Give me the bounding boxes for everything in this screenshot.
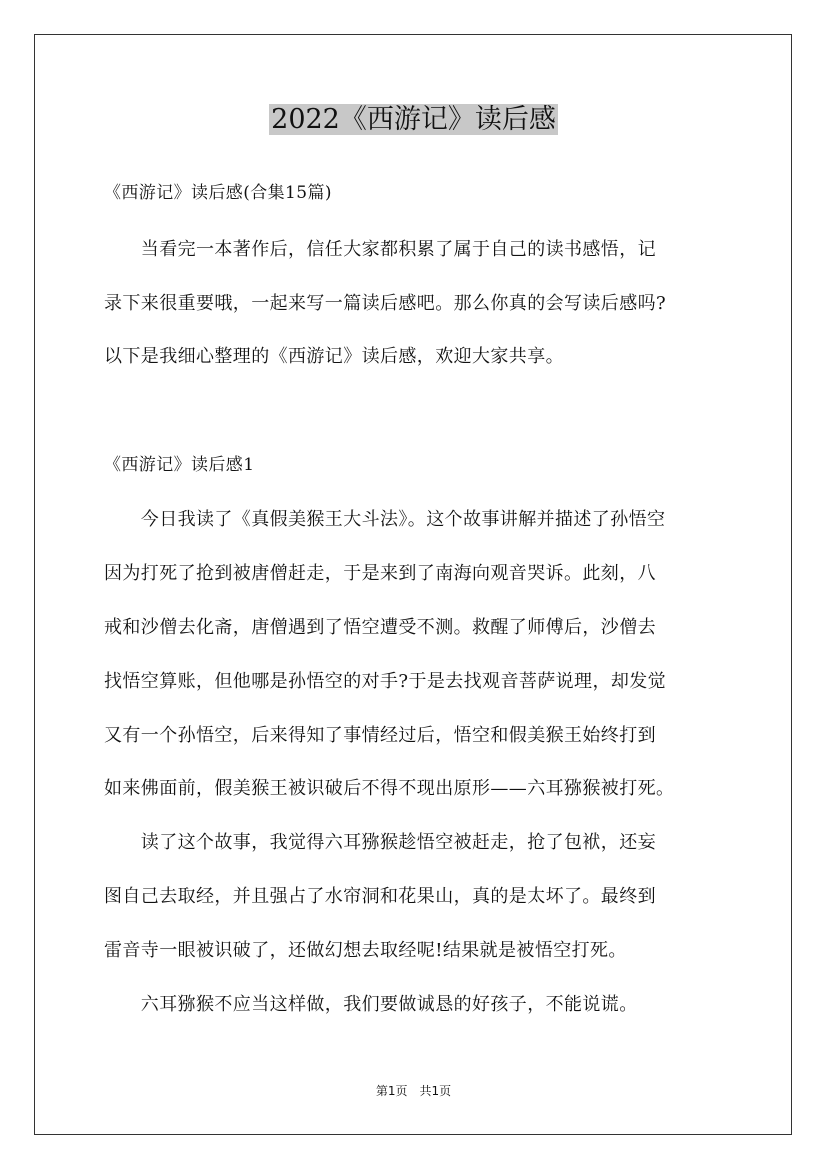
body-line: 图自己去取经，并且强占了水帘洞和花果山，真的是太坏了。最终到 <box>104 886 656 907</box>
body-line: 找悟空算账，但他哪是孙悟空的对手?于是去找观音菩萨说理，却发觉 <box>104 671 667 692</box>
body-line: 如来佛面前，假美猴王被识破后不得不现出原形——六耳猕猴被打死。 <box>104 778 675 799</box>
body-line: 读了这个故事，我觉得六耳猕猴趁悟空被赶走，抢了包袱，还妄 <box>104 832 656 853</box>
document-title-text: 2022《西游记》读后感 <box>271 104 556 135</box>
page-footer: 第1页 共1页 <box>375 1084 452 1098</box>
intro-line: 当看完一本著作后，信任大家都积累了属于自己的读书感悟，记 <box>104 239 656 260</box>
document-title <box>0 100 827 140</box>
section-heading: 《西游记》读后感1 <box>104 455 255 475</box>
intro-line: 录下来很重要哦，一起来写一篇读后感吧。那么你真的会写读后感吗? <box>104 293 667 314</box>
body-line: 又有一个孙悟空，后来得知了事情经过后，悟空和假美猴王始终打到 <box>104 725 656 746</box>
body-line: 因为打死了抢到被唐僧赶走，于是来到了南海向观音哭诉。此刻，八 <box>104 563 656 584</box>
body-line: 戒和沙僧去化斋，唐僧遇到了悟空遭受不测。救醒了师傅后，沙僧去 <box>104 617 656 638</box>
intro-line: 以下是我细心整理的《西游记》读后感，欢迎大家共享。 <box>104 346 564 367</box>
body-line: 六耳猕猴不应当这样做，我们要做诚恳的好孩子，不能说谎。 <box>104 994 638 1015</box>
body-line: 今日我读了《真假美猴王大斗法》。这个故事讲解并描述了孙悟空 <box>104 509 666 530</box>
document-subtitle: 《西游记》读后感(合集15篇) <box>104 183 332 203</box>
body-line: 雷音寺一眼被识破了，还做幻想去取经呢!结果就是被悟空打死。 <box>104 940 627 961</box>
